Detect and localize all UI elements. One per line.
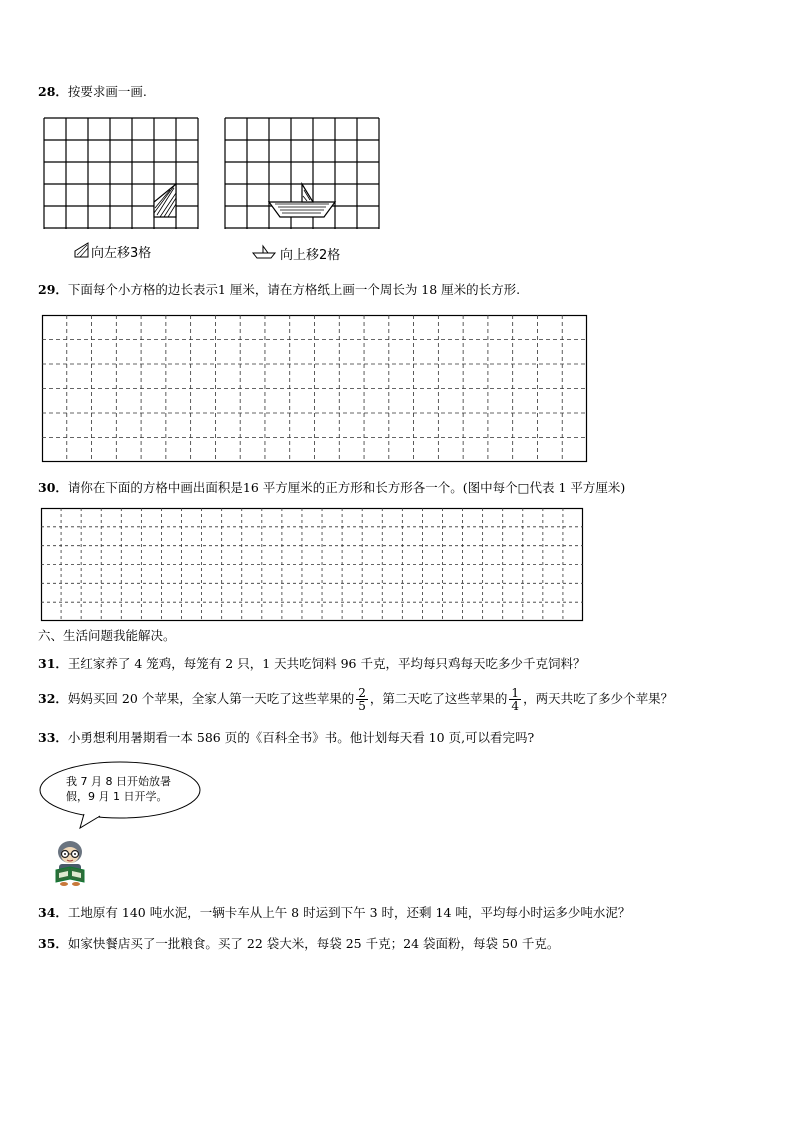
question-text-part2: ，第二天吃了这些苹果的 [369,691,508,706]
left-shaded-shape [154,184,176,217]
question-number: 28． [38,84,68,99]
question-30 [38,480,625,496]
question-29 [38,282,520,298]
question-text: 王红家养了 4 笼鸡，每笼有 2 只，1 天共吃饲料 96 千克，平均每只鸡每天吃多少千克饲料？ [67,656,586,671]
fraction-denominator: 5 [358,699,366,713]
left-caption: 向左移3格 [91,246,152,261]
question-text: 按要求画一画. [67,84,147,99]
question-number: 29． [38,282,68,297]
fraction-2-5 [356,687,368,712]
grid-29 [42,315,587,462]
grid-left [44,118,198,230]
right-caption-icon [252,245,276,259]
section-6-heading [38,628,176,644]
question-number: 33． [38,730,68,745]
question-33 [38,730,534,746]
speech-line-2: 假，9 月 1 日开学。 [66,790,168,803]
fraction-numerator: 2 [358,686,366,700]
left-caption-icon [74,242,90,258]
question-34 [38,905,630,921]
grid-30 [41,508,583,621]
question-text-part1: 妈妈买回 20 个苹果，全家人第一天吃了这些苹果的 [67,691,355,706]
question-32 [38,684,673,714]
question-text: 请你在下面的方格中画出面积是16 平方厘米的正方形和长方形各一个。(图中每个□代表 1 平方厘米) [67,480,626,495]
question-number: 31． [38,656,68,671]
question-31 [38,656,586,672]
section-heading-text: 六、生活问题我能解决。 [38,628,176,643]
question-35 [38,936,559,952]
question-number: 35． [38,936,68,951]
right-caption: 向上移2格 [280,248,341,263]
fraction-numerator: 1 [511,686,520,700]
question-28 [38,84,147,100]
boy-reading-illustration [50,840,90,886]
fraction-denominator: 4 [511,699,520,713]
question-text: 小勇想利用暑期看一本 586 页的《百科全书》书。他计划每天看 10 页,可以看完吗? [67,730,535,745]
speech-bubble-text [66,774,186,804]
question-text: 工地原有 140 吨水泥，一辆卡车从上午 8 时运到下午 3 时，还剩 14 吨，平均每小时运多少吨水泥？ [67,905,631,920]
question-number: 32． [38,691,68,706]
question-text-part3: ，两天共吃了多少个苹果？ [523,691,674,706]
question-text: 下面每个小方格的边长表示1 厘米，请在方格纸上画一个周长为 18 厘米的长方形. [67,282,521,297]
grid-right [225,118,379,230]
boat-sail [302,184,313,202]
question-number: 34． [38,905,68,920]
fraction-1-4 [509,687,521,712]
question-number: 30． [38,480,68,495]
speech-line-1: 我 7 月 8 日开始放暑 [66,775,171,788]
question-text: 如家快餐店买了一批粮食。买了 22 袋大米，每袋 25 千克；24 袋面粉，每袋 50 千克。 [67,936,560,951]
